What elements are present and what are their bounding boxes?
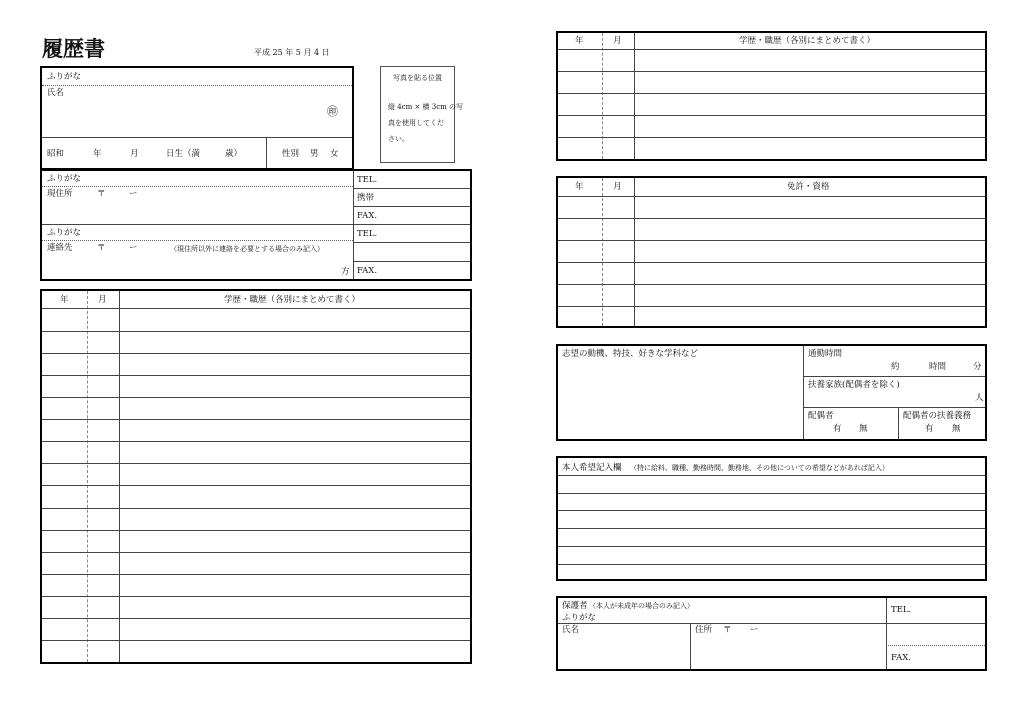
wishes-note: （特に給料、職種、勤務時間、勤務地、その他についての希望などがあれば記入）	[630, 464, 889, 472]
license-row-line	[558, 306, 985, 307]
contact-fax-divider	[353, 261, 470, 262]
name-label: 氏名	[47, 88, 65, 98]
spouse-no: 無	[859, 424, 868, 434]
birth-day-label: 日生（満	[166, 149, 201, 159]
wishes-row-line	[558, 493, 985, 494]
birth-month-label: 月	[130, 149, 139, 159]
spouse-label: 配偶者	[808, 411, 834, 421]
address-mid-divider	[42, 224, 470, 225]
photo-line-3: さい。	[388, 135, 409, 143]
mobile-label: 携帯	[357, 193, 375, 203]
care-of-label: 方	[341, 267, 350, 277]
wishes-box	[556, 456, 987, 581]
photo-line-1: 縦 4cm × 横 3cm の写	[388, 103, 464, 111]
photo-line-2: 真を使用してくだ	[388, 119, 444, 127]
history2-year-header: 年	[575, 36, 584, 46]
commute-minutes: 分	[973, 362, 982, 372]
date-text: 平成 25 年 5 月 4 日	[254, 48, 330, 57]
guardian-name-divider	[690, 623, 691, 669]
history-row-line	[42, 441, 470, 442]
motivation-divider	[803, 346, 804, 439]
history2-row-line	[558, 49, 985, 50]
history-row-line	[42, 574, 470, 575]
furigana-divider	[42, 85, 352, 86]
guardian-tel-label: TEL.	[891, 605, 912, 615]
month-content-divider	[119, 291, 120, 662]
history-row-line	[42, 331, 470, 332]
spouse-divider	[898, 407, 899, 439]
gender-male: 男	[310, 149, 319, 159]
history2-month-header: 月	[613, 36, 622, 46]
guardian-box	[556, 596, 987, 671]
address-box	[40, 169, 472, 281]
guardian-name-label: 氏名	[562, 625, 580, 635]
guardian-address-label: 住所	[695, 625, 713, 635]
postal-mark-2: 〒	[97, 243, 106, 253]
gender-divider	[266, 137, 267, 168]
commute-approx: 約	[891, 362, 900, 372]
history-year-header: 年	[60, 295, 69, 305]
history-month-header: 月	[98, 295, 107, 305]
tel-label-2: TEL.	[357, 229, 378, 239]
furigana-label: ふりがな	[47, 72, 82, 82]
commute-label: 通勤時間	[808, 349, 843, 359]
history-row-line	[42, 485, 470, 486]
postal-mark-1: 〒	[97, 189, 106, 199]
guardian-furigana-divider	[558, 623, 886, 624]
history-table-continued	[556, 31, 987, 161]
spouse-support-label: 配偶者の扶養義務	[903, 411, 972, 421]
dependents-unit: 人	[975, 393, 984, 403]
history-row-line	[42, 397, 470, 398]
year-month-divider	[602, 178, 603, 326]
history-row-line	[42, 375, 470, 376]
history-row-line	[42, 552, 470, 553]
motivation-label: 志望の動機、特技、好きな学科など	[562, 349, 699, 359]
wishes-row-line	[558, 510, 985, 511]
wishes-row-line	[558, 564, 985, 565]
license-table	[556, 176, 987, 328]
tel-divider-1	[353, 188, 470, 189]
motivation-box	[556, 344, 987, 441]
tel-label-1: TEL.	[357, 175, 378, 185]
dependents-label: 扶養家族(配偶者を除く)	[808, 380, 900, 390]
year-month-divider	[602, 33, 603, 159]
wishes-label: 本人希望記入欄	[562, 463, 622, 473]
commute-divider	[803, 376, 985, 377]
wishes-row-line	[558, 546, 985, 547]
page-title: 履歴書	[42, 36, 105, 61]
spouse-yes: 有	[833, 424, 842, 434]
photo-box	[380, 66, 464, 163]
photo-title: 写真を貼る位置	[393, 74, 442, 82]
license-year-header: 年	[575, 182, 584, 192]
current-address-label: 現住所	[47, 189, 73, 199]
address-furigana-divider-1	[42, 186, 353, 187]
license-title-header: 免許・資格	[787, 182, 830, 192]
support-yes: 有	[925, 424, 934, 434]
gender-female: 女	[330, 149, 339, 159]
history-row-line	[42, 618, 470, 619]
seal-mark: ㊞	[327, 105, 338, 118]
postal-dash-1: ー	[129, 189, 138, 199]
history-title-header: 学歴・職歴（各別にまとめて書く）	[224, 295, 361, 305]
wishes-row-line	[558, 528, 985, 529]
history2-row-line	[558, 71, 985, 72]
year-month-divider	[87, 291, 88, 662]
history-row-line	[42, 463, 470, 464]
dependents-divider	[803, 407, 985, 408]
license-month-header: 月	[613, 182, 622, 192]
history2-row-line	[558, 93, 985, 94]
month-content-divider	[634, 33, 635, 159]
wishes-row-line	[558, 475, 985, 476]
guardian-tel-dotted-line	[886, 645, 985, 646]
history-row-line	[42, 353, 470, 354]
contact-address-label: 連絡先	[47, 243, 73, 253]
history-row-line	[42, 308, 470, 309]
history-row-line	[42, 419, 470, 420]
address-furigana-1: ふりがな	[47, 174, 82, 184]
guardian-note: （本人が未成年の場合のみ記入）	[589, 602, 694, 610]
history-row-line	[42, 508, 470, 509]
gender-label: 性別	[282, 149, 300, 159]
license-row-line	[558, 196, 985, 197]
guardian-tel-divider	[886, 598, 887, 669]
license-row-line	[558, 218, 985, 219]
fax-label-1: FAX.	[357, 211, 378, 221]
personal-info-box	[40, 66, 354, 170]
guardian-postal-dash: ー	[750, 625, 759, 635]
history2-row-line	[558, 137, 985, 138]
era-label: 昭和	[47, 149, 65, 159]
guardian-postal-mark: 〒	[723, 625, 732, 635]
history-row-line	[42, 596, 470, 597]
guardian-label: 保護者	[562, 601, 588, 611]
license-row-line	[558, 240, 985, 241]
address-furigana-2: ふりがな	[47, 228, 82, 238]
history2-title-header: 学歴・職歴（各別にまとめて書く）	[739, 36, 876, 46]
mobile-divider	[353, 206, 470, 207]
month-content-divider	[634, 178, 635, 326]
address-furigana-divider-2	[42, 240, 353, 241]
postal-dash-2: ー	[129, 243, 138, 253]
birth-year-label: 年	[93, 149, 102, 159]
guardian-furigana: ふりがな	[562, 613, 597, 623]
commute-hours: 時間	[929, 362, 947, 372]
fax-label-2: FAX.	[357, 266, 378, 276]
contact-note: （現住所以外に連絡を必要とする場合のみ記入）	[170, 245, 324, 253]
history-row-line	[42, 640, 470, 641]
license-row-line	[558, 284, 985, 285]
name-divider	[42, 137, 352, 138]
age-label: 歳）	[225, 149, 243, 159]
guardian-fax-label: FAX.	[891, 653, 912, 663]
tel-divider-2	[353, 242, 470, 243]
history-row-line	[42, 530, 470, 531]
support-no: 無	[952, 424, 961, 434]
guardian-tel-line	[886, 623, 985, 624]
history-table	[40, 289, 472, 664]
history2-row-line	[558, 115, 985, 116]
license-row-line	[558, 262, 985, 263]
